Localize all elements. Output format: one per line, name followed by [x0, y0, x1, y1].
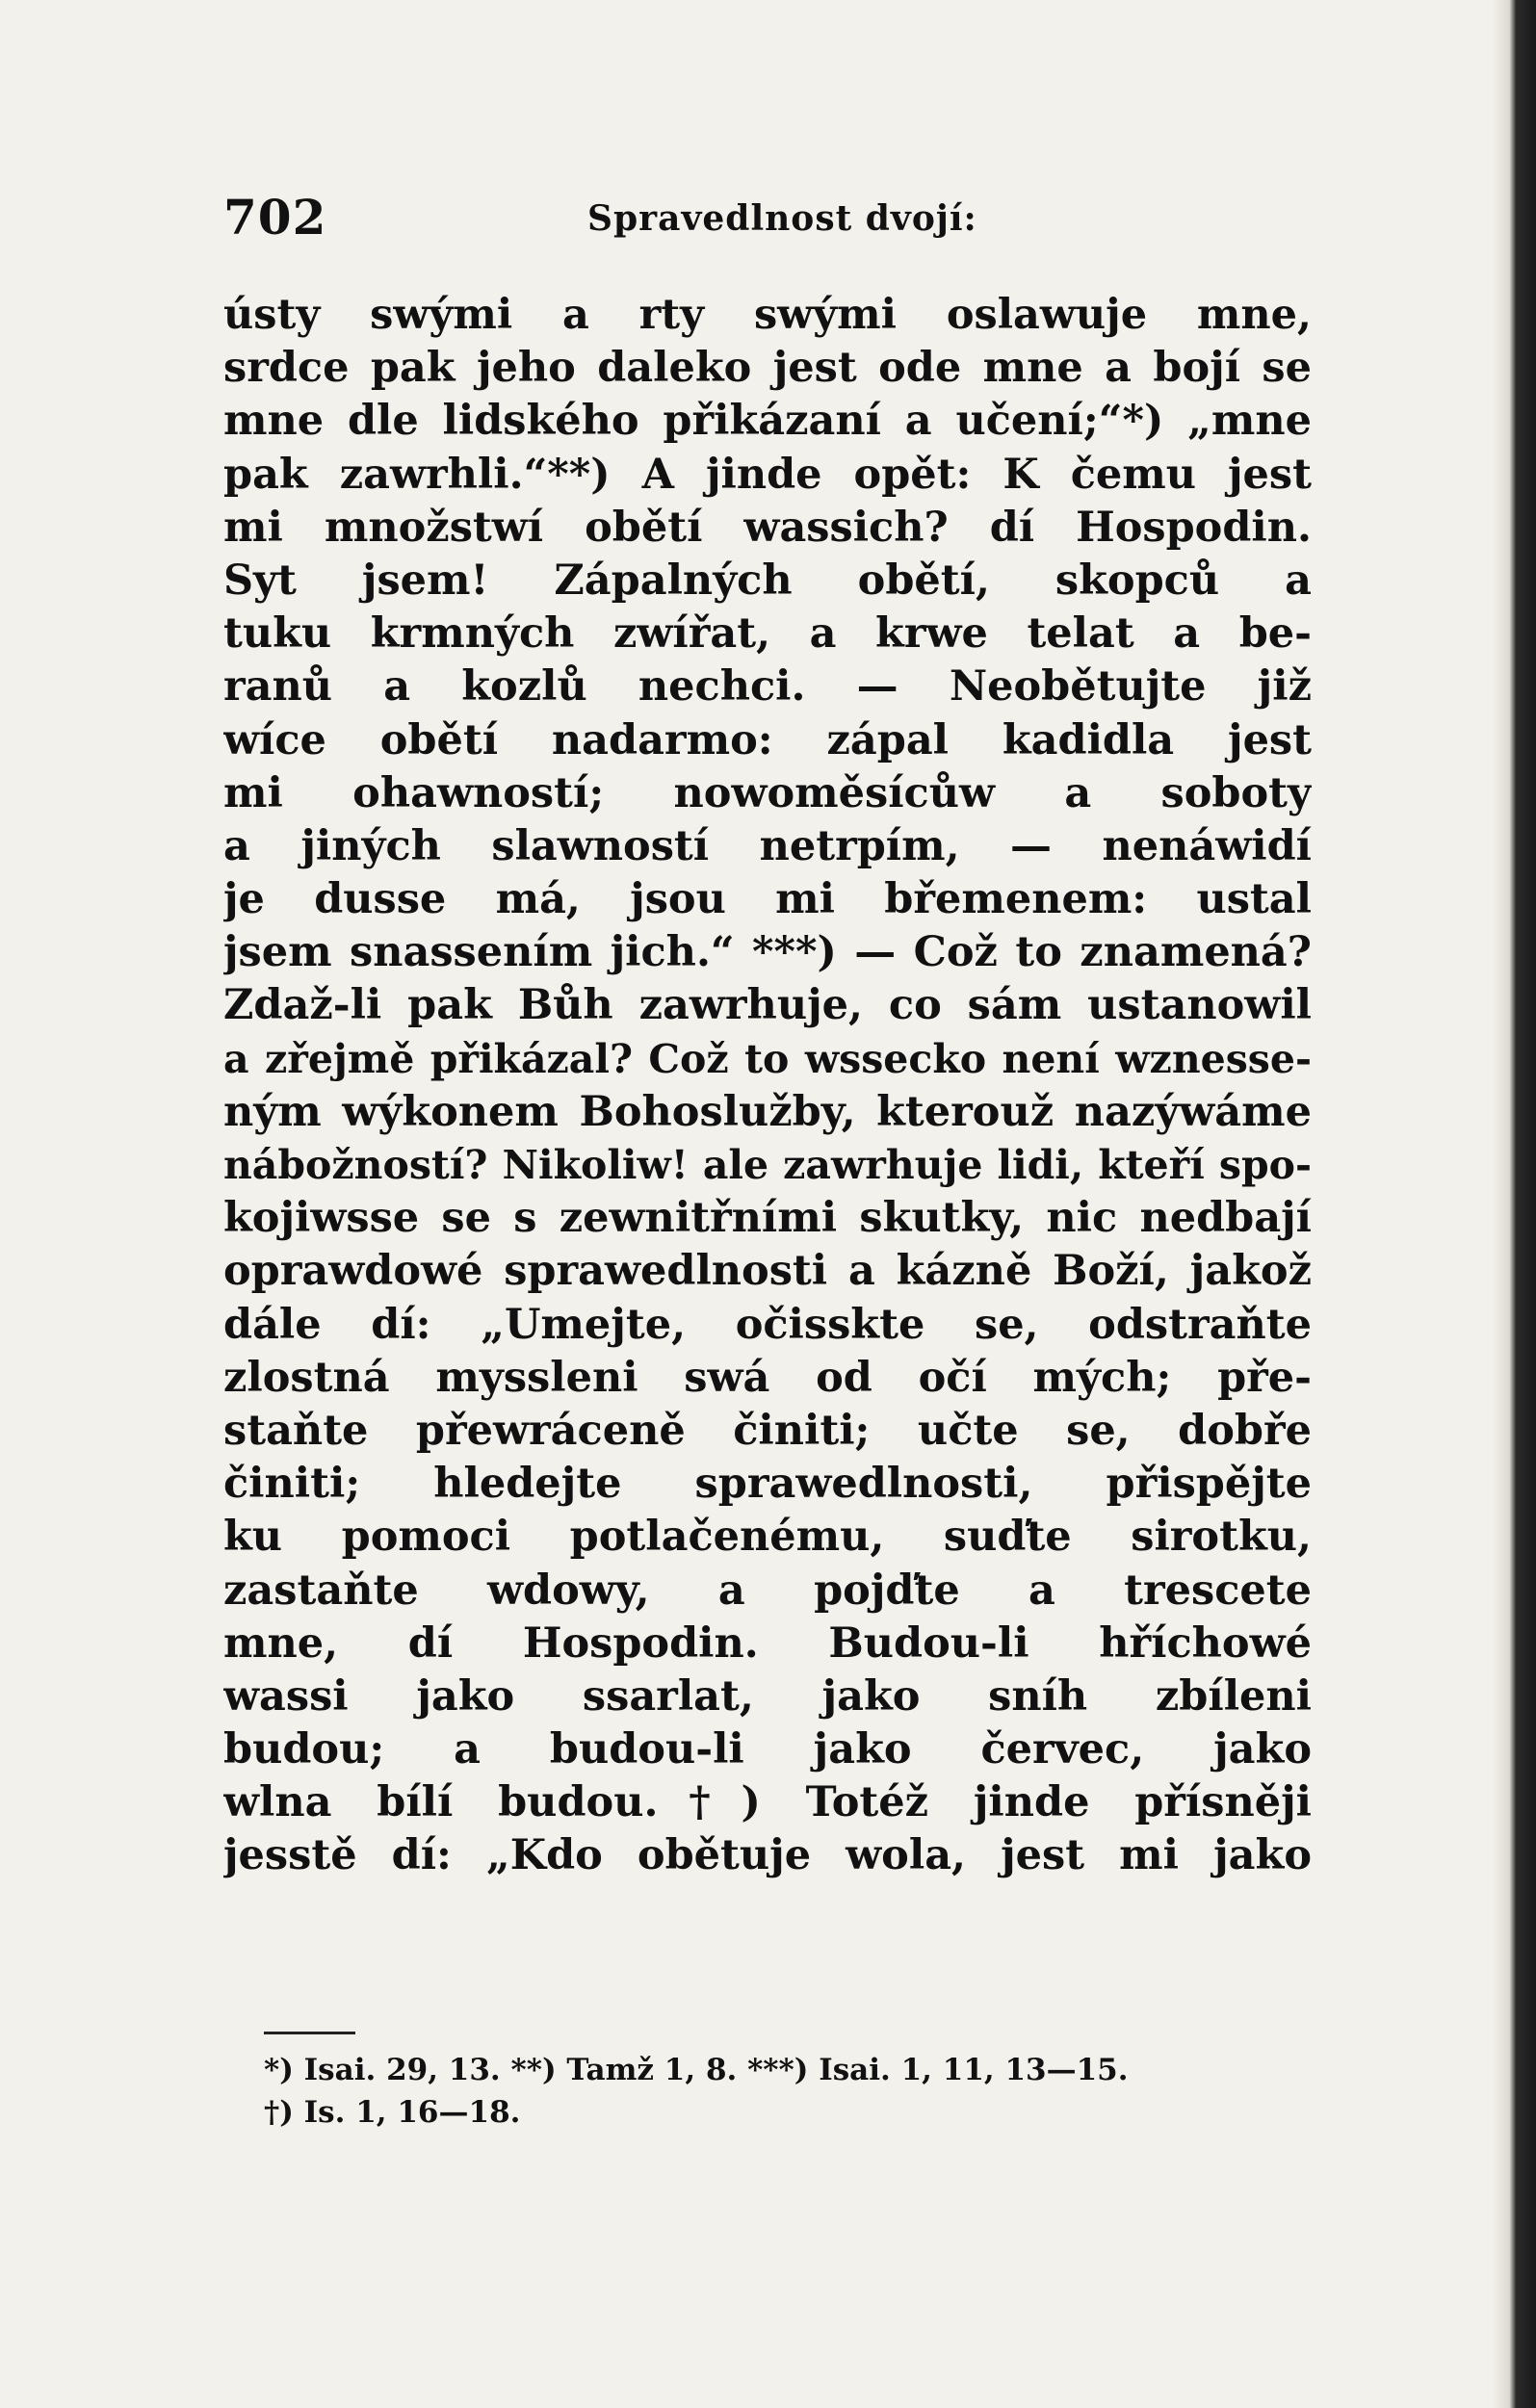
- text-line: ku pomoci potlačenému, suďte sirotku,: [223, 1513, 1312, 1562]
- text-line: a zřejmě přikázal? Což to wssecko není wznesse-: [223, 1035, 1312, 1082]
- text-line: wlna bílí budou.†) Totéž jinde přísněji: [223, 1778, 1312, 1827]
- text-line: zastaňte wdowy, a pojďte a trescete: [223, 1566, 1312, 1615]
- text-line: tuku krmných zwířat, a krwe telat a be-: [223, 609, 1312, 659]
- text-line: činiti; hledejte sprawedlnosti, přispějte: [223, 1460, 1312, 1509]
- footnotes: [264, 2049, 1323, 2134]
- text-line: mi ohawností; nowoměsícůw a soboty: [223, 768, 1312, 817]
- footnote-line: †) Is. 1, 16—18.: [264, 2095, 521, 2130]
- text-line: zlostná myssleni swá od očí mých; pře-: [223, 1353, 1312, 1402]
- text-line: ným wýkonem Bohoslužby, kterouž nazýwáme: [223, 1087, 1312, 1136]
- text-line: wassi jako ssarlat, jako sníh zbíleni: [223, 1671, 1312, 1721]
- text-line: oprawdowé sprawedlnosti a kázně Boží, jakož: [223, 1247, 1312, 1296]
- text-line: kojiwsse se s zewnitřními skutky, nic nedbají: [223, 1194, 1312, 1243]
- text-line: dále dí: „Umejte, očisskte se, odstraňte: [223, 1300, 1312, 1349]
- text-line: Syt jsem! Zápalných obětí, skopců a: [223, 556, 1312, 605]
- text-line: budou; a budou-li jako červec, jako: [223, 1725, 1312, 1774]
- text-line: staňte přewráceně činiti; učte se, dobře: [223, 1406, 1312, 1455]
- text-line: jsem snassením jich.“ ***) — Což to znamená?: [223, 928, 1312, 977]
- footnote-rule: [264, 2032, 355, 2034]
- text-line: a jiných slawností netrpím, — nenáwidí: [223, 821, 1312, 870]
- text-line: je dusse má, jsou mi břemenem: ustal: [223, 875, 1312, 924]
- text-line: ranů a kozlů nechci. — Neobětujte již: [223, 662, 1312, 712]
- body-text: [223, 289, 1312, 1883]
- text-line: mne, dí Hospodin. Budou-li hříchowé: [223, 1618, 1312, 1668]
- text-line: nábožností? Nikoliw! ale zawrhuje lidi, kteří spo-: [223, 1142, 1312, 1188]
- text-line: mne dle lidského přikázaní a učení;“*) „mne: [223, 397, 1312, 446]
- footnote-line: *) Isai. 29, 13. **) Tamž 1, 8. ***) Isai. 1, 11, 13—15.: [264, 2053, 1129, 2087]
- page-edge-shadow: [1492, 0, 1536, 2408]
- page-header: [223, 189, 1331, 256]
- running-head: Spravedlnost dvojí:: [587, 198, 977, 239]
- text-line: ústy swými a rty swými oslawuje mne,: [223, 291, 1312, 339]
- text-line: pak zawrhli.“**) A jinde opět: K čemu jest: [223, 450, 1312, 499]
- text-line: mi množstwí obětí wassich? dí Hospodin.: [223, 503, 1312, 552]
- text-line: Zdaž-li pak Bůh zawrhuje, co sám ustanowil: [223, 981, 1312, 1030]
- text-line: wíce obětí nadarmo: zápal kadidla jest: [223, 715, 1312, 764]
- page-number: 702: [223, 189, 327, 246]
- text-line: srdce pak jeho daleko jest ode mne a bojí se: [223, 344, 1312, 393]
- text-line: jesstě dí: „Kdo obětuje wola, jest mi jako: [223, 1831, 1312, 1880]
